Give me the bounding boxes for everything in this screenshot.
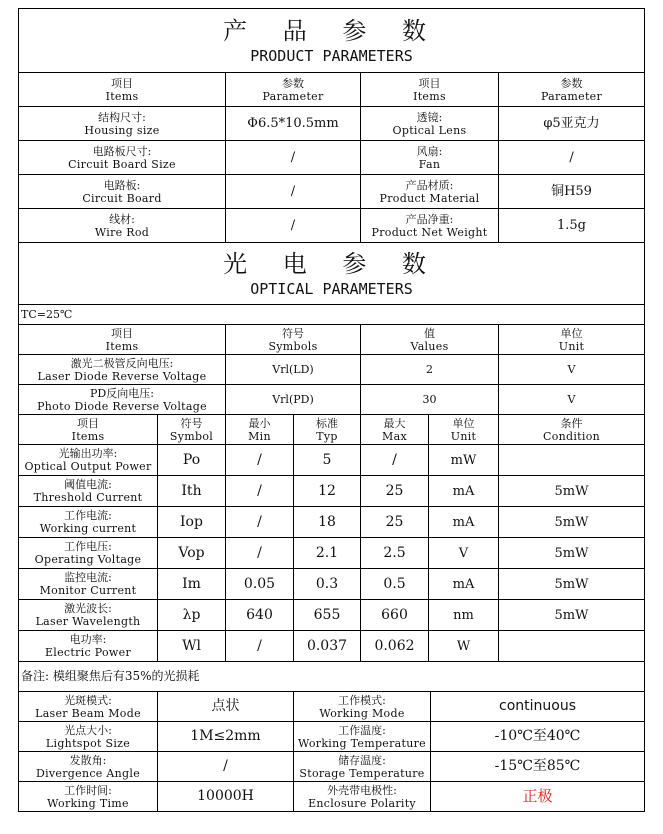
value-divergence-angle: /	[158, 752, 294, 782]
symbol-cell: Im	[158, 569, 226, 600]
label-laser-beam-mode: 光斑模式: Laser Beam Mode	[19, 692, 158, 722]
typ-cell: 12	[294, 476, 361, 507]
header-items: 项目 Items	[19, 73, 226, 107]
label-working-temperature: 工作温度: Working Temperature	[294, 722, 431, 752]
optical-title-zh: 光 电 参 数	[223, 249, 440, 278]
unit-pd-reverse-voltage: V	[499, 385, 645, 415]
symbol-cell: Vop	[158, 538, 226, 569]
header-parameter: 参数 Parameter	[226, 73, 361, 107]
min-cell: /	[226, 476, 294, 507]
unit-cell: W	[429, 631, 499, 662]
optical-title-en: OPTICAL PARAMETERS	[250, 279, 413, 298]
header-items: 项目 Items	[19, 325, 226, 355]
table-row	[19, 476, 645, 507]
condition-cell: 5mW	[499, 569, 645, 600]
value-working-time: 10000H	[158, 782, 294, 812]
reverse-voltage-row	[19, 355, 645, 385]
label-fan: 风扇: Fan	[361, 141, 499, 175]
table-row	[19, 507, 645, 538]
min-cell: 640	[226, 600, 294, 631]
table-row	[19, 445, 645, 476]
value-pd-reverse-voltage: 30	[361, 385, 499, 415]
value-ld-reverse-voltage: 2	[361, 355, 499, 385]
unit-cell: V	[429, 538, 499, 569]
extra-row	[19, 782, 645, 812]
label-product-net-weight: 产品净重: Product Net Weight	[361, 209, 499, 243]
value-product-net-weight: 1.5g	[499, 209, 645, 243]
parameter-sheet	[18, 8, 644, 828]
optical-title-cell	[19, 243, 645, 305]
label-lightspot-size: 光点大小: Lightspot Size	[19, 722, 158, 752]
product-row	[19, 209, 645, 243]
value-optical-lens: φ5亚克力	[499, 107, 645, 141]
product-title-zh: 产 品 参 数	[223, 16, 440, 45]
optical-characteristics-table	[18, 414, 645, 692]
value-wire-rod: /	[226, 209, 361, 243]
value-lightspot-size: 1M≤2mm	[158, 722, 294, 752]
value-fan: /	[499, 141, 645, 175]
label-monitor-current: 监控电流: Monitor Current	[19, 569, 158, 600]
extra-row	[19, 752, 645, 782]
label-housing-size: 结构尺寸: Housing size	[19, 107, 226, 141]
typ-cell: 2.1	[294, 538, 361, 569]
header-items: 项目 Items	[19, 415, 158, 445]
value-storage-temperature: -15℃至85℃	[431, 752, 645, 782]
label-threshold-current: 阈值电流: Threshold Current	[19, 476, 158, 507]
value-circuit-board: /	[226, 175, 361, 209]
symbol-cell: Po	[158, 445, 226, 476]
product-parameters-table	[18, 8, 645, 415]
typ-cell: 0.037	[294, 631, 361, 662]
unit-cell: mW	[429, 445, 499, 476]
table-row	[19, 631, 645, 662]
extra-parameters-table	[18, 691, 645, 812]
label-laser-wavelength: 激光波长: Laser Wavelength	[19, 600, 158, 631]
value-product-material: 铜H59	[499, 175, 645, 209]
unit-cell: mA	[429, 476, 499, 507]
label-ld-reverse-voltage: 激光二极管反向电压: Laser Diode Reverse Voltage	[19, 355, 226, 385]
unit-ld-reverse-voltage: V	[499, 355, 645, 385]
symbol-ld-reverse-voltage: Vrl(LD)	[226, 355, 361, 385]
condition-cell	[499, 445, 645, 476]
min-cell: /	[226, 631, 294, 662]
label-operating-voltage: 工作电压: Operating Voltage	[19, 538, 158, 569]
label-working-time: 工作时间: Working Time	[19, 782, 158, 812]
label-storage-temperature: 储存温度: Storage Temperature	[294, 752, 431, 782]
header-unit: 单位 Unit	[499, 325, 645, 355]
product-row	[19, 141, 645, 175]
max-cell: /	[361, 445, 429, 476]
header-symbol: 符号 Symbol	[158, 415, 226, 445]
header-items-2: 项目 Items	[361, 73, 499, 107]
condition-cell	[499, 631, 645, 662]
symbol-cell: Wl	[158, 631, 226, 662]
label-enclosure-polarity: 外壳带电极性: Enclosure Polarity	[294, 782, 431, 812]
product-row	[19, 107, 645, 141]
value-circuit-board-size: /	[226, 141, 361, 175]
symbol-cell: Iop	[158, 507, 226, 538]
max-cell: 0.062	[361, 631, 429, 662]
table-row	[19, 569, 645, 600]
label-pd-reverse-voltage: PD反向电压: Photo Diode Reverse Voltage	[19, 385, 226, 415]
label-electric-power: 电功率: Electric Power	[19, 631, 158, 662]
product-header-row	[19, 73, 645, 107]
value-laser-beam-mode: 点状	[158, 692, 294, 722]
value-working-temperature: -10℃至40℃	[431, 722, 645, 752]
typ-cell: 655	[294, 600, 361, 631]
header-parameter-2: 参数 Parameter	[499, 73, 645, 107]
max-cell: 25	[361, 507, 429, 538]
value-working-mode: continuous	[431, 692, 645, 722]
tc-condition: TC=25℃	[19, 305, 645, 325]
max-cell: 2.5	[361, 538, 429, 569]
symbol-cell: λp	[158, 600, 226, 631]
typ-cell: 5	[294, 445, 361, 476]
label-divergence-angle: 发散角: Divergence Angle	[19, 752, 158, 782]
value-enclosure-polarity: 正极	[431, 782, 645, 812]
note-optical-loss: 备注: 模组聚焦后有35%的光损耗	[19, 662, 645, 692]
table-row	[19, 538, 645, 569]
label-optical-output-power: 光输出功率: Optical Output Power	[19, 445, 158, 476]
product-title-cell	[19, 9, 645, 73]
value-housing-size: Φ6.5*10.5mm	[226, 107, 361, 141]
characteristics-header-row	[19, 415, 645, 445]
label-circuit-board-size: 电路板尺寸: Circuit Board Size	[19, 141, 226, 175]
header-max: 最大 Max	[361, 415, 429, 445]
condition-cell: 5mW	[499, 538, 645, 569]
condition-cell: 5mW	[499, 600, 645, 631]
min-cell: /	[226, 445, 294, 476]
symbol-pd-reverse-voltage: Vrl(PD)	[226, 385, 361, 415]
condition-cell: 5mW	[499, 507, 645, 538]
label-circuit-board: 电路板: Circuit Board	[19, 175, 226, 209]
label-wire-rod: 线材: Wire Rod	[19, 209, 226, 243]
product-row	[19, 175, 645, 209]
header-min: 最小 Min	[226, 415, 294, 445]
min-cell: /	[226, 538, 294, 569]
max-cell: 660	[361, 600, 429, 631]
extra-row	[19, 692, 645, 722]
symbol-cell: Ith	[158, 476, 226, 507]
product-title-en: PRODUCT PARAMETERS	[250, 46, 413, 65]
optical-header-row	[19, 325, 645, 355]
min-cell: 0.05	[226, 569, 294, 600]
table-row	[19, 600, 645, 631]
unit-cell: mA	[429, 569, 499, 600]
header-values: 值 Values	[361, 325, 499, 355]
typ-cell: 0.3	[294, 569, 361, 600]
label-product-material: 产品材质: Product Material	[361, 175, 499, 209]
label-working-current: 工作电流: Working current	[19, 507, 158, 538]
unit-cell: nm	[429, 600, 499, 631]
min-cell: /	[226, 507, 294, 538]
max-cell: 0.5	[361, 569, 429, 600]
header-condition: 条件 Condition	[499, 415, 645, 445]
header-unit: 单位 Unit	[429, 415, 499, 445]
condition-cell: 5mW	[499, 476, 645, 507]
label-working-mode: 工作模式: Working Mode	[294, 692, 431, 722]
typ-cell: 18	[294, 507, 361, 538]
label-optical-lens: 透镜: Optical Lens	[361, 107, 499, 141]
header-typ: 标准 Typ	[294, 415, 361, 445]
header-symbols: 符号 Symbols	[226, 325, 361, 355]
unit-cell: mA	[429, 507, 499, 538]
max-cell: 25	[361, 476, 429, 507]
reverse-voltage-row	[19, 385, 645, 415]
extra-row	[19, 722, 645, 752]
